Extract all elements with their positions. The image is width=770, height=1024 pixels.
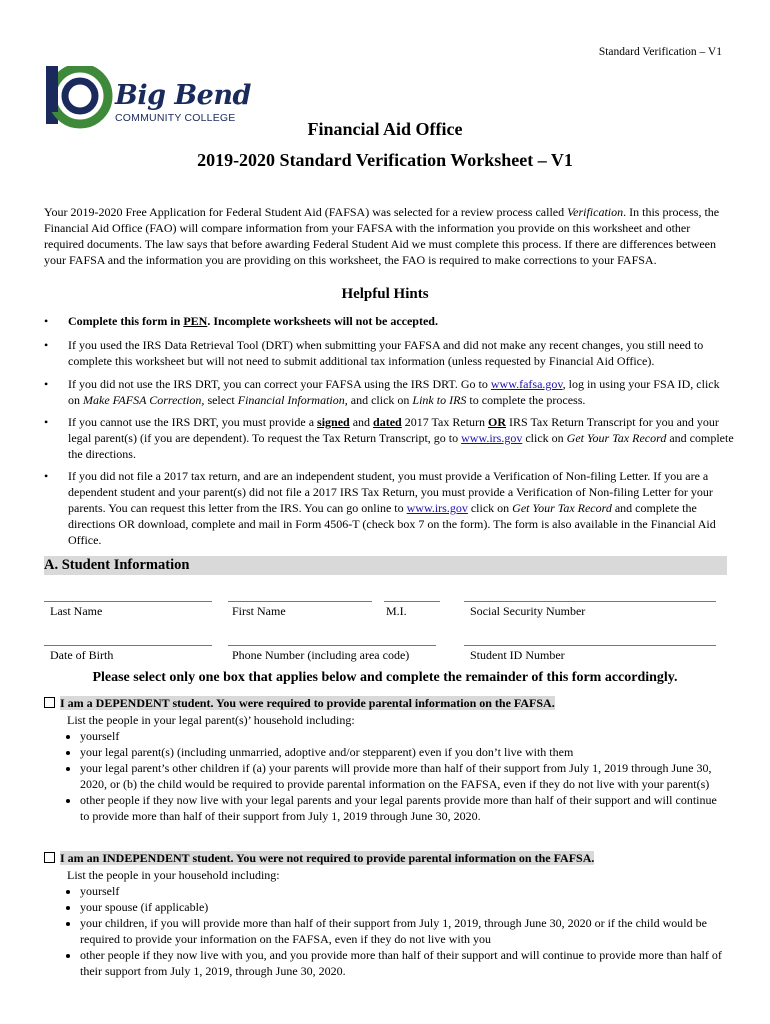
phone-label: Phone Number (including area code) [232, 648, 410, 662]
dependent-list [67, 728, 727, 824]
dob-field[interactable] [44, 645, 212, 646]
independent-heading: I am an INDEPENDENT student. You were not required to provide parental information on the FAFSA. [60, 851, 595, 865]
office-title: Financial Aid Office [307, 119, 463, 139]
select-instruction: Please select only one box that applies below and complete the remainder of this form accordingly. [92, 670, 678, 685]
hint-2: • If you used the IRS Data Retrieval Tool (DRT) when submitting your FAFSA and did not make any recent changes, you still need to complete this worksheet but will not need to submit additional tax information (unless requested by Financial Aid Office). [44, 338, 704, 368]
hint-4: • If you cannot use the IRS DRT, you must provide a signed and dated 2017 Tax Return OR IRS Tax Return Transcript for you and your legal parent(s) (if you are dependent). To request the Tax Return Transcript, go to www.irs.gov click on Get Your Tax Record and complete the directions. [44, 415, 734, 461]
dependent-heading: I am a DEPENDENT student. You were required to provide parental information on the FAFSA. [60, 696, 555, 710]
dob-label: Date of Birth [50, 648, 114, 662]
hint-5: • If you did not file a 2017 tax return, and are an independent student, you must provide a Verification of Non-filing Letter. If you are a dependent student and your parent(s) did not file a 2017 IRS Tax Return, you must provide a Verification of Non-filing Letter for your parents. You can request this letter from the IRS. You can go online to www.irs.gov click on Get Your Tax Record and complete the directions OR download, complete and mail in Form 4506-T (check box 7 on the form). The form is also available in the Financial Aid Office. [44, 469, 716, 547]
list-item: • your children, if you will provide more than half of their support from July 1, 2019, through June 30, 2020 or if the child would be required to provide your information on the FAFSA, even if they do not live with you [80, 915, 727, 947]
hint-3: • If you did not use the IRS DRT, you can correct your FAFSA using the IRS DRT. Go to www.fafsa.gov, log in using your FSA ID, click on Make FAFSA Correction, select Financial Information, and click on Link to IRS to complete the process. [44, 377, 720, 407]
mi-label: M.I. [386, 604, 407, 618]
list-item: • yourself [80, 728, 727, 744]
irs-link[interactable]: www.irs.gov [461, 431, 523, 445]
mi-field[interactable] [384, 601, 440, 602]
dependent-option[interactable] [44, 696, 555, 711]
ssn-label: Social Security Number [470, 604, 586, 618]
list-item: • other people if they now live with your legal parents and your legal parents provide more than half of their support and will continue to provide more than half of their support from July 1, 2019 through June 30, 2020. [80, 792, 727, 824]
dependent-intro: List the people in your legal parent(s)’ household including: [67, 713, 355, 727]
helpful-hints-title: Helpful Hints [341, 286, 429, 302]
irs-link-2[interactable]: www.irs.gov [406, 501, 468, 515]
dependent-details [67, 712, 727, 824]
last-name-field[interactable] [44, 601, 212, 602]
student-id-label: Student ID Number [470, 648, 565, 662]
list-item: • your legal parent(s) (including unmarried, adoptive and/or stepparent) even if you don’t live with them [80, 744, 727, 760]
list-item: • other people if they now live with you, and you provide more than half of their support and will continue to provide more than half of their support from July 1, 2019, through June 30, 2020. [80, 947, 727, 979]
independent-checkbox[interactable] [44, 852, 55, 863]
independent-option[interactable] [44, 851, 594, 866]
independent-details [67, 867, 727, 979]
first-name-field[interactable] [228, 601, 372, 602]
fafsa-link[interactable]: www.fafsa.gov [490, 377, 563, 391]
worksheet-title: 2019-2020 Standard Verification Worksheet – V1 [197, 150, 573, 170]
first-name-label: First Name [232, 604, 286, 618]
dependent-checkbox[interactable] [44, 697, 55, 708]
student-id-field[interactable] [464, 645, 716, 646]
independent-intro: List the people in your household including: [67, 868, 280, 882]
list-item: • your legal parent’s other children if (a) your parents will provide more than half of their support from July 1, 2019 through June 30, 2020, or (b) the child would be required to provide parental information on the FAFSA, even if they do not live with your parent(s) [80, 760, 727, 792]
section-a-title: A. Student Information [44, 557, 190, 573]
intro-paragraph: Your 2019-2020 Free Application for Federal Student Aid (FAFSA) was selected for a review process called Verification. In this process, the Financial Aid Office (FAO) will compare information from your FAFSA with the information you provide on this worksheet and other required documents. The law says that before awarding Federal Student Aid we must complete this process. If there are differences between your FAFSA and the information you are providing on this worksheet, the FAO is required to make corrections to your FAFSA. [44, 205, 720, 267]
version-label: Standard Verification – V1 [598, 46, 722, 58]
hint-1: • Complete this form in PEN. Incomplete worksheets will not be accepted. [44, 314, 438, 328]
independent-list [67, 883, 727, 979]
phone-field[interactable] [228, 645, 436, 646]
ssn-field[interactable] [464, 601, 716, 602]
logo-subtitle: COMMUNITY COLLEGE [115, 112, 236, 124]
last-name-label: Last Name [50, 604, 103, 618]
list-item: • yourself [80, 883, 727, 899]
logo-name: Big Bend [115, 80, 251, 111]
list-item: • your spouse (if applicable) [80, 899, 727, 915]
